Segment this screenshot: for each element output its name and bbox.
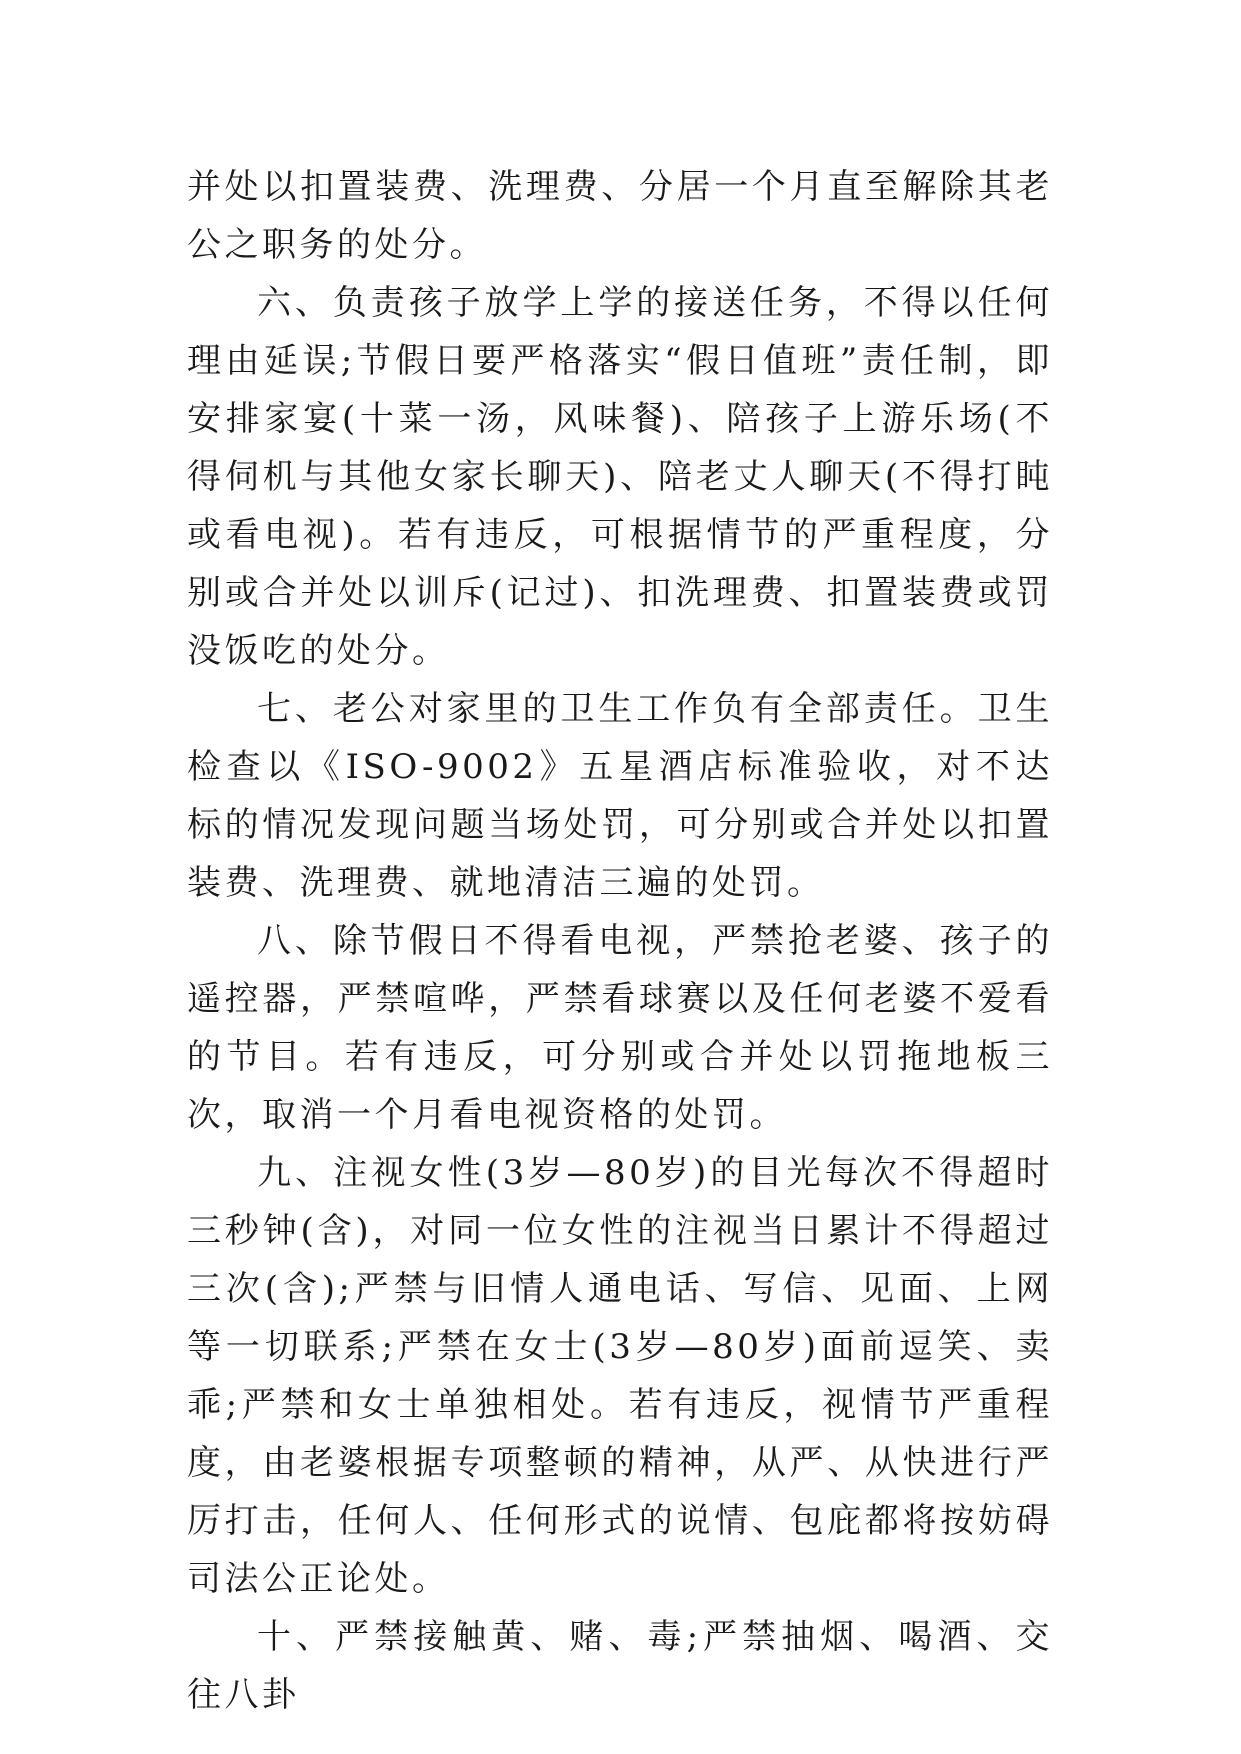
- document-body: [187, 158, 1053, 1724]
- paragraph-item-6: 六、负责孩子放学上学的接送任务，不得以任何理由延误;节假日要严格落实“假日值班”责任制，即安排家宴(十菜一汤，风味餐)、陪孩子上游乐场(不得伺机与其他女家长聊天)、陪老丈人聊天(不得打盹或看电视)。若有违反，可根据情节的严重程度，分别或合并处以训斥(记过)、扣洗理费、扣置装费或罚没饭吃的处分。: [187, 283, 1053, 671]
- paragraph-item-10: 十、严禁接触黄、赌、毒;严禁抽烟、喝酒、交往八卦: [187, 1617, 1053, 1715]
- paragraph-item-8: 八、除节假日不得看电视，严禁抢老婆、孩子的遥控器，严禁喧哗，严禁看球赛以及任何老婆不爱看的节目。若有违反，可分别或合并处以罚拖地板三次，取消一个月看电视资格的处罚。: [187, 921, 1053, 1135]
- paragraph-item-7: 七、老公对家里的卫生工作负有全部责任。卫生检查以《ISO-9002》五星酒店标准验收，对不达标的情况发现问题当场处罚，可分别或合并处以扣置装费、洗理费、就地清洁三遍的处罚。: [187, 689, 1053, 903]
- paragraph-item-9: 九、注视女性(3岁—80岁)的目光每次不得超时三秒钟(含)，对同一位女性的注视当日累计不得超过三次(含);严禁与旧情人通电话、写信、见面、上网等一切联系;严禁在女士(3岁—80岁)面前逗笑、卖乖;严禁和女士单独相处。若有违反，视情节严重程度，由老婆根据专项整顿的精神，从严、从快进行严厉打击，任何人、任何形式的说情、包庇都将按妨碍司法公正论处。: [187, 1153, 1053, 1599]
- paragraph-continuation: 并处以扣置装费、洗理费、分居一个月直至解除其老公之职务的处分。: [187, 167, 1053, 265]
